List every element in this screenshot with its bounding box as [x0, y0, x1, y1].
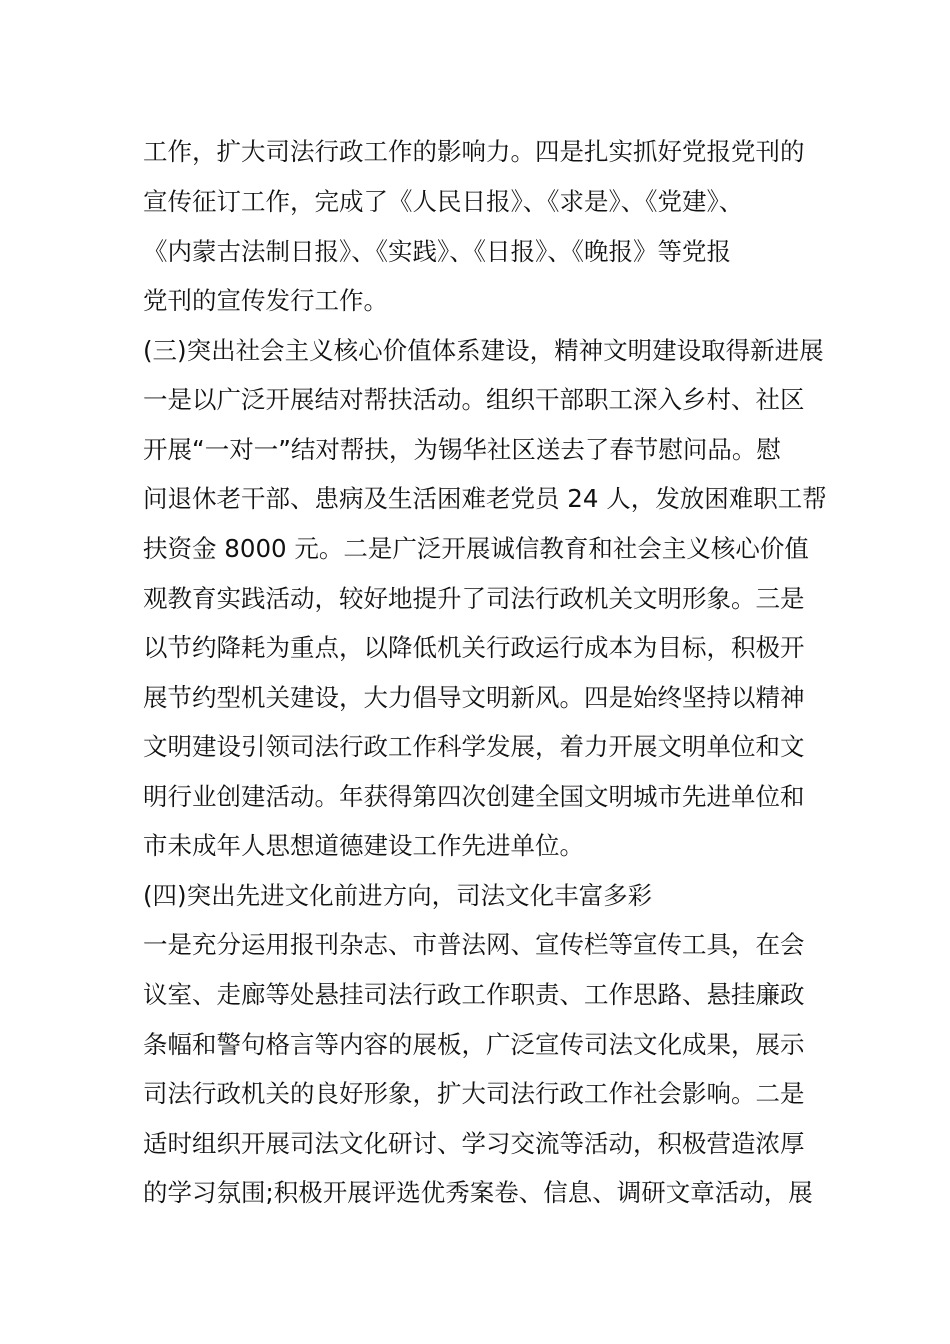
text-line: 宣传征订工作，完成了《人民日报》、《求是》、《党建》、 — [143, 187, 744, 216]
text-line: 司法行政机关的良好形象，扩大司法行政工作社会影响。二是 — [143, 1079, 805, 1108]
text-line: 问退休老干部、患病及生活困难老党员 24 人，发放困难职工帮 — [143, 484, 827, 513]
text-line: 一是以广泛开展结对帮扶活动。组织干部职工深入乡村、社区 — [143, 385, 805, 414]
text-line: 文明建设引领司法行政工作科学发展，着力开展文明单位和文 — [143, 732, 805, 761]
text-line: 观教育实践活动，较好地提升了司法行政机关文明形象。三是 — [143, 584, 805, 613]
text-line: 明行业创建活动。年获得第四次创建全国文明城市先进单位和 — [143, 782, 805, 811]
text-line: 展节约型机关建设，大力倡导文明新风。四是始终坚持以精神 — [143, 683, 805, 712]
text-line: 党刊的宣传发行工作。 — [143, 286, 388, 315]
text-line: 《内蒙古法制日报》、《实践》、《日报》、《晚报》等党报 — [143, 237, 731, 266]
text-line: 以节约降耗为重点，以降低机关行政运行成本为目标，积极开 — [143, 633, 805, 662]
section-heading: (四)突出先进文化前进方向，司法文化丰富多彩 — [143, 881, 653, 910]
text-line: 工作，扩大司法行政工作的影响力。四是扎实抓好党报党刊的 — [143, 137, 805, 166]
text-line: 开展“一对一”结对帮扶，为锡华社区送去了春节慰问品。慰 — [143, 435, 781, 464]
text-line: 一是充分运用报刊杂志、市普法网、宣传栏等宣传工具，在会 — [143, 930, 805, 959]
text-line: 议室、走廊等处悬挂司法行政工作职责、工作思路、悬挂廉政 — [143, 980, 805, 1009]
section-heading: (三)突出社会主义核心价值体系建设，精神文明建设取得新进展 — [143, 336, 824, 365]
text-line: 市未成年人思想道德建设工作先进单位。 — [143, 831, 584, 860]
text-line: 的学习氛围;积极开展评选优秀案卷、信息、调研文章活动，展 — [143, 1178, 813, 1207]
text-line: 条幅和警句格言等内容的展板，广泛宣传司法文化成果，展示 — [143, 1030, 805, 1059]
text-line: 扶资金 8000 元。二是广泛开展诚信教育和社会主义核心价值 — [143, 534, 809, 563]
text-line: 适时组织开展司法文化研讨、学习交流等活动，积极营造浓厚 — [143, 1129, 805, 1158]
